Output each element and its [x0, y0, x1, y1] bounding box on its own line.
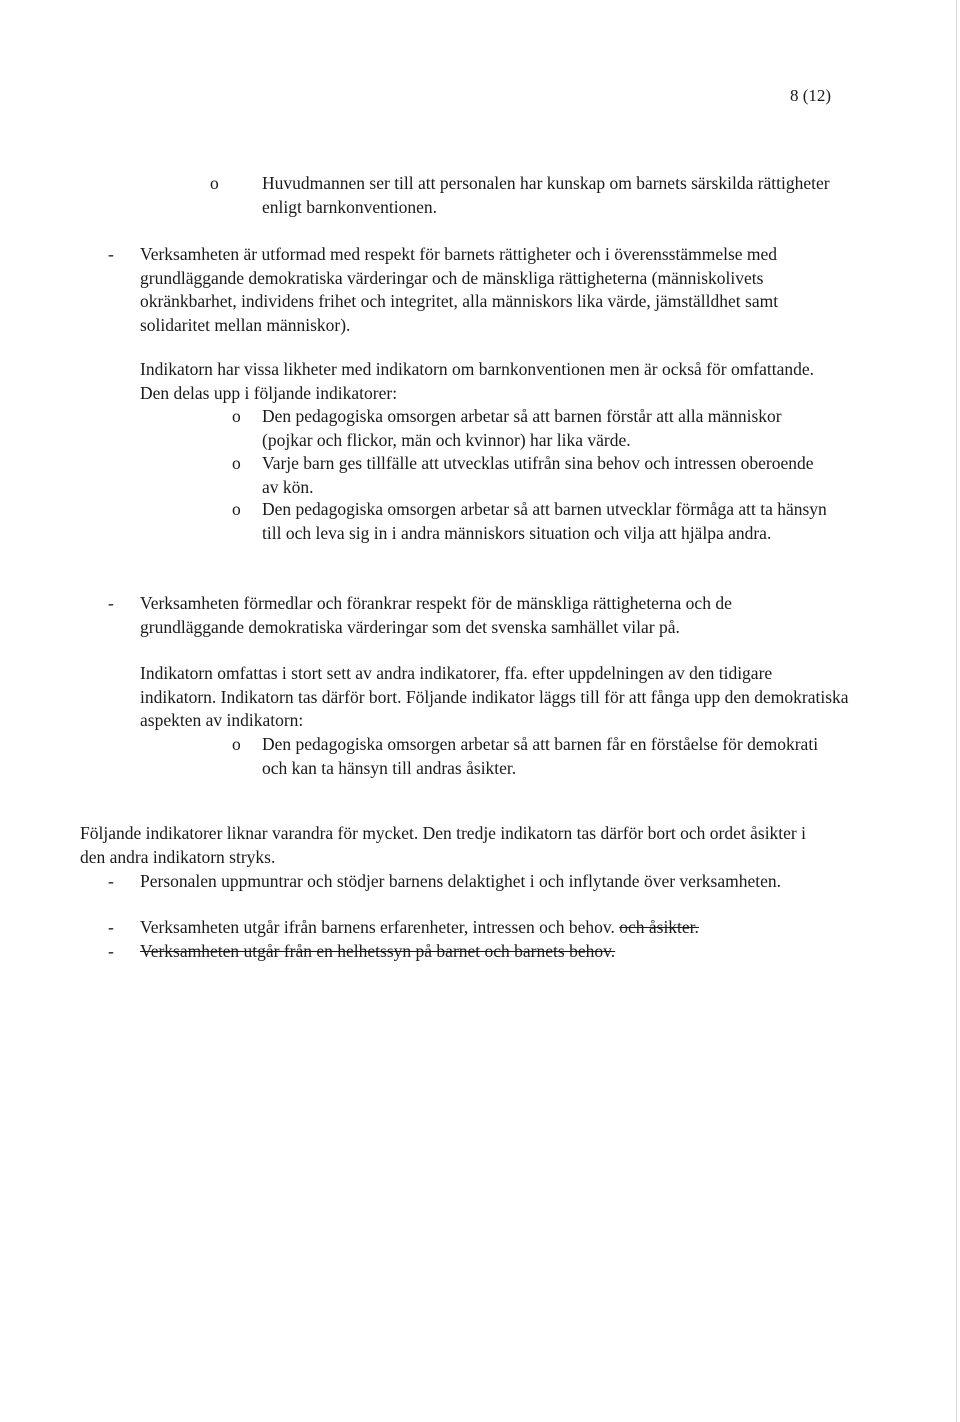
- paragraph-text: Följande indikatorer liknar varandra för mycket. Den tredje indikatorn tas därför bort och ordet åsikter i den andra indikatorn stryks.: [80, 823, 806, 867]
- dash-marker: -: [108, 941, 114, 961]
- sub-bullet-text: Varje barn ges tillfälle att utvecklas utifrån sina behov och intressen oberoende av kön.: [262, 453, 814, 497]
- dash-item: [108, 592, 838, 639]
- sub-bullet-text: Den pedagogiska omsorgen arbetar så att barnen förstår att alla människor (pojkar och flickor, män och kvinnor) har lika värde.: [262, 406, 782, 450]
- sub-bullet-item: [232, 405, 832, 452]
- sub-bullet-item: [210, 172, 850, 219]
- struck-text: Verksamheten utgår från en helhetssyn på barnet och barnets behov.: [140, 941, 616, 961]
- sub-bullet-text: Huvudmannen ser till att personalen har kunskap om barnets särskilda rättigheter enligt barnkonventionen.: [262, 173, 830, 217]
- circle-bullet-marker: o: [232, 453, 241, 473]
- dash-item-text: Verksamheten förmedlar och förankrar respekt för de mänskliga rättigheterna och de grundläggande demokratiska värderingar som det svenska samhället vilar på.: [140, 593, 732, 637]
- paragraph: [140, 358, 830, 405]
- sub-bullet-text: Den pedagogiska omsorgen arbetar så att barnen får en förståelse för demokrati och kan ta hänsyn till andras åsikter.: [262, 734, 819, 778]
- dash-item: [108, 916, 828, 940]
- paragraph: [80, 822, 820, 869]
- dash-marker: -: [108, 917, 114, 937]
- dash-item-text: Verksamheten är utformad med respekt för barnets rättigheter och i överensstämmelse med grundläggande demokratiska värderingar och de mänskliga rättigheterna (människolivets okränkbarhet, individens frihet och integritet, alla människors lika värde, jämställdhet samt solidaritet mellan människor).: [140, 244, 779, 335]
- dash-item-text: Personalen uppmuntrar och stödjer barnens delaktighet i och inflytande över verksamheten.: [140, 871, 781, 891]
- circle-bullet-marker: o: [232, 734, 241, 754]
- struck-text: och åsikter.: [619, 917, 699, 937]
- sub-bullet-item: [232, 733, 832, 780]
- dash-marker: -: [108, 593, 114, 613]
- dash-marker: -: [108, 871, 114, 891]
- sub-bullet-item: [232, 452, 832, 499]
- paragraph: [140, 662, 850, 733]
- dash-item: [108, 870, 798, 894]
- circle-bullet-marker: o: [210, 173, 219, 193]
- dash-marker: -: [108, 244, 114, 264]
- dash-item-text: Verksamheten utgår ifrån barnens erfarenheter, intressen och behov.: [140, 917, 615, 937]
- sub-bullet-item: [232, 498, 832, 545]
- sub-bullet-text: Den pedagogiska omsorgen arbetar så att barnen utvecklar förmåga att ta hänsyn till och leva sig in i andra människors situation och vilja att hjälpa andra.: [262, 499, 827, 543]
- struck-dash-item: [108, 940, 828, 964]
- dash-item: [108, 243, 848, 337]
- paragraph-text: Indikatorn har vissa likheter med indikatorn om barnkonventionen men är också för omfattande. Den delas upp i följande indikatorer:: [140, 359, 815, 403]
- paragraph-text: Indikatorn omfattas i stort sett av andra indikatorer, ffa. efter uppdelningen av den tidigare indikatorn. Indikatorn tas därför bort. Följande indikator läggs till för att fånga upp den demokratiska aspekten av indikatorn:: [140, 663, 849, 730]
- circle-bullet-marker: o: [232, 406, 241, 426]
- scan-edge-line: [956, 0, 957, 1422]
- page-number: 8 (12): [790, 86, 832, 105]
- circle-bullet-marker: o: [232, 499, 241, 519]
